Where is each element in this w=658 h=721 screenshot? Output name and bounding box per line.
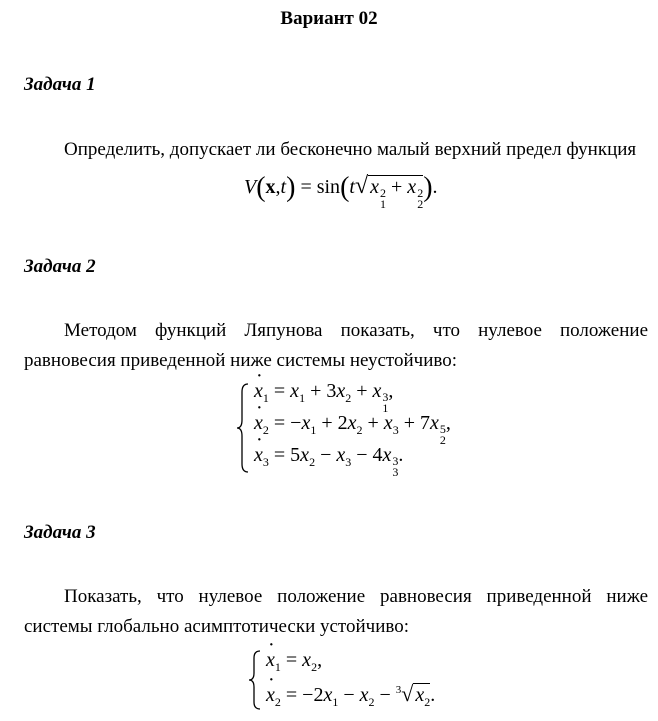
task3-text: Показать, что нулевое положение равновесия приведенной ниже системы глобально асимптотически устойчиво: bbox=[24, 586, 648, 637]
task3-heading: Задача 3 bbox=[24, 522, 96, 543]
task1-formula: V(x,t) = sin(t√ x 2 1 + x 2 2 ). bbox=[244, 172, 438, 211]
task2-eq2: · $x_2 = -x_1 + 2x_2 + x_3 + 7x$ 5 2 , bbox=[254, 412, 451, 446]
task3-eq1: · $x_1 = x_2$, bbox=[266, 649, 322, 675]
task3-eq2: · $x_2 = -2x_1 - x_2 - ^3√$ $x_2$. bbox=[266, 681, 435, 710]
page-title: Вариант 02 bbox=[280, 8, 378, 29]
task2-heading: Задача 2 bbox=[24, 256, 96, 277]
task1-text: Определить, допускает ли бесконечно малый верхний предел функция bbox=[64, 139, 637, 160]
task1-heading: Задача 1 bbox=[24, 74, 96, 95]
task2-eq1: · $x_1 = x_1 + 3x_2 + x$ 3 1 , bbox=[254, 380, 393, 414]
task3-brace bbox=[248, 649, 262, 711]
task2-brace bbox=[236, 382, 250, 474]
task2-text: Методом функций Ляпунова показать, что нулевое положение равновесия приведенной ниже системы неустойчиво: bbox=[24, 320, 648, 371]
task2-eq3: · $x_3 = 5x_2 - x_3 - 4x$ 3 3 . bbox=[254, 444, 403, 478]
